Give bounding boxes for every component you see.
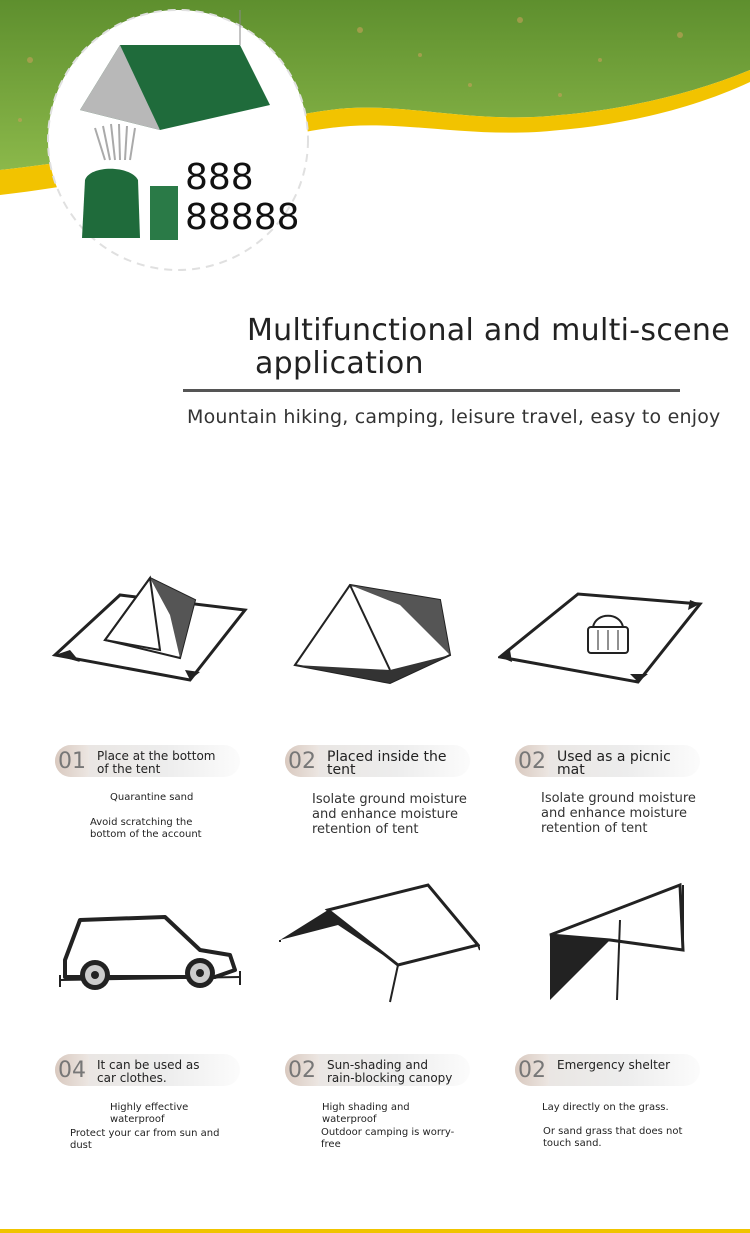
feature-desc-5b: Outdoor camping is worry-free [321, 1127, 455, 1150]
feature-label: It can be used as car clothes. [97, 1058, 200, 1085]
hero-badge [185, 158, 300, 238]
feature-label: Used as a picnic mat [557, 749, 671, 778]
canopy-icon [278, 880, 480, 1005]
feature-desc-1b: Avoid scratching the bottom of the account [90, 817, 202, 840]
bottom-accent-strip [0, 1229, 750, 1233]
feature-tag-3 [515, 745, 700, 777]
feature-desc-4b: Protect your car from sun and dust [70, 1128, 220, 1151]
feature-number: 02 [285, 745, 319, 777]
section-subtitle: Mountain hiking, camping, leisure travel, easy to enjoy [187, 406, 721, 428]
picnic-basket-mat-icon [498, 592, 703, 687]
feature-label: Sun-shading and rain-blocking canopy [327, 1058, 453, 1085]
feature-number: 01 [55, 745, 89, 777]
feature-tag-2 [285, 745, 470, 777]
section-title-line1: Multifunctional and multi-scene [247, 313, 730, 348]
feature-tag-1 [55, 745, 240, 777]
tent-inner-floor-icon [290, 575, 455, 690]
feature-tag-6 [515, 1054, 700, 1086]
feature-desc-4a: Highly effective waterproof [110, 1102, 189, 1125]
feature-desc-1a: Quarantine sand [110, 792, 194, 803]
feature-label: Emergency shelter [557, 1058, 671, 1072]
storage-bag-icon [82, 169, 140, 238]
feature-desc-6b: Or sand grass that does not touch sand. [543, 1126, 683, 1149]
rope-bag-icon [150, 186, 178, 240]
feature-label: Place at the bottom of the tent [97, 749, 216, 776]
feature-desc-3a: Isolate ground moisture and enhance moisture retention of tent [541, 791, 696, 836]
feature-desc-5a: High shading and waterproof [322, 1102, 410, 1125]
feature-tag-5 [285, 1054, 470, 1086]
feature-tag-4 [55, 1054, 240, 1086]
car-cover-icon [55, 905, 245, 995]
feature-number: 02 [515, 745, 549, 777]
hero-banner [0, 0, 750, 300]
hero-badge-line1: 888 [185, 157, 254, 198]
feature-desc-6a: Lay directly on the grass. [542, 1102, 669, 1113]
feature-label: Placed inside the tent [327, 749, 447, 778]
hero-illustration [0, 0, 750, 300]
feature-number: 04 [55, 1054, 89, 1086]
tent-on-mat-icon [50, 570, 250, 685]
section-title-line2: application [255, 346, 424, 381]
feature-number: 02 [285, 1054, 319, 1086]
feature-desc-2a: Isolate ground moisture and enhance moisture retention of tent [312, 792, 467, 837]
feature-number: 02 [515, 1054, 549, 1086]
hero-badge-line2: 88888 [185, 197, 300, 238]
section-title [247, 314, 730, 380]
title-divider [183, 389, 680, 392]
shelter-icon [545, 880, 690, 1005]
